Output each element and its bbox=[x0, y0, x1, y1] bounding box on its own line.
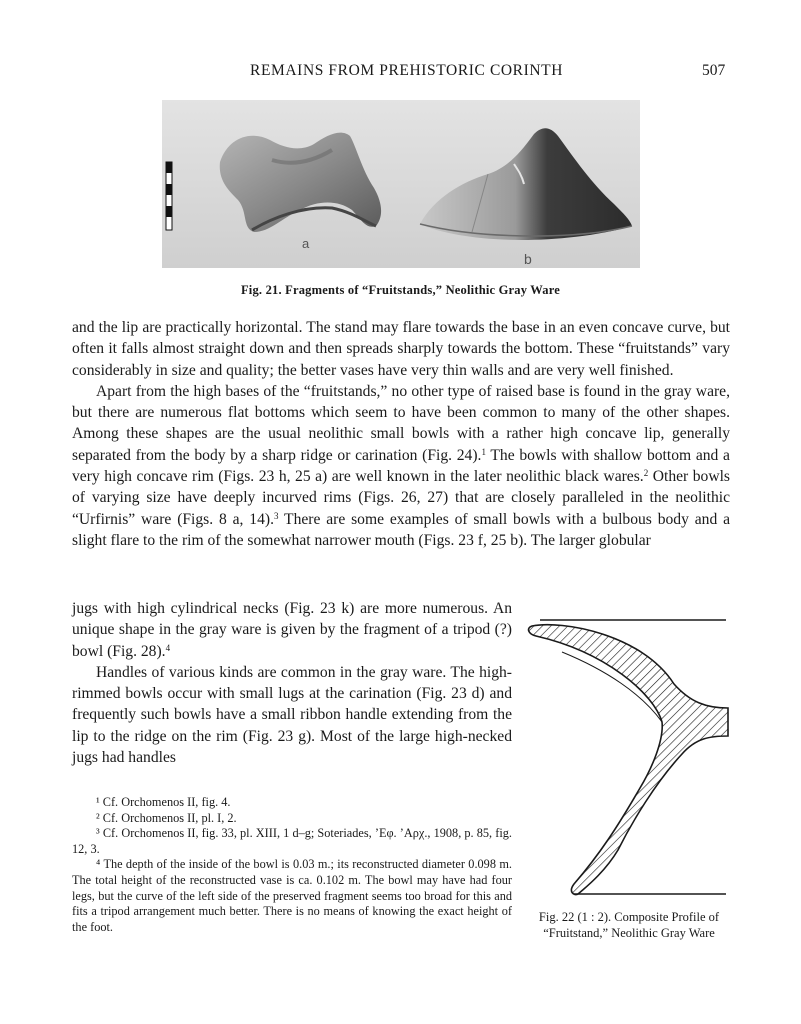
footnote-ref-2[interactable]: 2 bbox=[643, 468, 649, 479]
footnote-4: ⁴ The depth of the inside of the bowl is 0.03 m.; its reconstructed diameter 0.098 m. The total height of the reconstructed vase is ca. 0.102 m. The bowl may have had four legs, but the curve of the left side of the preserved fragment seems too broad for this and fits a tripod arrangement much better. There is no means of knowing the exact height of the foot. bbox=[72, 857, 512, 934]
running-title: REMAINS FROM PREHISTORIC CORINTH bbox=[250, 62, 564, 79]
footnote-ref-1[interactable]: 1 bbox=[481, 446, 486, 457]
page-number: 507 bbox=[702, 62, 726, 79]
footnote-2: ² Cf. Orchomenos II, pl. I, 2. bbox=[96, 810, 237, 825]
paragraph-1: and the lip are practically horizontal. The stand may flare towards the base in an even concave curve, but often it falls almost straight down and then spreads sharply towards the bottom. These “fruitstands” vary considerably in size and quality; the better vases have very thin walls and are very well finished. bbox=[72, 319, 730, 379]
figure-22-profile-drawing bbox=[522, 612, 732, 902]
figure-21-caption: Fig. 21. Fragments of “Fruitstands,” Neolithic Gray Ware bbox=[240, 283, 561, 297]
figure-22-caption: Fig. 22 (1 : 2). Composite Profile of “Fruitstand,” Neolithic Gray Ware bbox=[538, 910, 720, 940]
footnote-3: ³ Cf. Orchomenos II, fig. 33, pl. XIII, 1 d–g; Soteriades, ’Eφ. ’Aρχ., 1908, p. 85, fig. 12, 3. bbox=[72, 826, 512, 856]
footnotes bbox=[72, 795, 512, 935]
figure-21-label-a: a bbox=[302, 236, 310, 251]
footnote-ref-3[interactable]: 3 bbox=[273, 510, 279, 521]
footnote-1: ¹ Cf. Orchomenos II, fig. 4. bbox=[96, 795, 231, 809]
footnote-ref-4[interactable]: 4 bbox=[165, 642, 171, 653]
figure-21-photo bbox=[162, 100, 640, 268]
paragraph-2: Apart from the high bases of the “fruitstands,” no other type of raised base is found in the gray ware, but there are numerous flat bottoms which seem to have been common to many of the other shapes. Among these shapes are the usual neolithic small bowls with a rather high concave lip, generally separated from the body by a sharp ridge or carination (Fig. 24).$^1$ The bowls with shallow bottom and a very high concave rim (Figs. 23 h, 25 a) are well known in the later neolithic black wares.$^2$ Other bowls of varying size have deeply incurved rims (Figs. 26, 27) that are closely paralleled in the neolithic “Urfirnis” ware (Figs. 8 a, 14).$^3$ There are some examples of small bowls with a bulbous body and a slight flare to the rim of the somewhat narrower mouth (Figs. 23 f, 25 b). The larger globular bbox=[72, 382, 731, 549]
paragraph-2-continued: jugs with high cylindrical necks (Fig. 23 k) are more numerous. An unique shape in the gray ware is given by the fragment of a tripod (?) bowl (Fig. 28).$^4$ bbox=[72, 600, 512, 660]
figure-21-label-b: b bbox=[524, 251, 532, 267]
body-text-narrow bbox=[72, 598, 512, 768]
body-text-full bbox=[72, 317, 730, 551]
scale-bar bbox=[166, 162, 172, 230]
paragraph-3: Handles of various kinds are common in the gray ware. The high-rimmed bowls occur with small lugs at the carination (Fig. 23 d) and frequently such bowls have a small ribbon handle extending from the lip to the ridge on the rim (Fig. 23 g). Most of the large high-necked jugs had handles bbox=[72, 663, 512, 767]
